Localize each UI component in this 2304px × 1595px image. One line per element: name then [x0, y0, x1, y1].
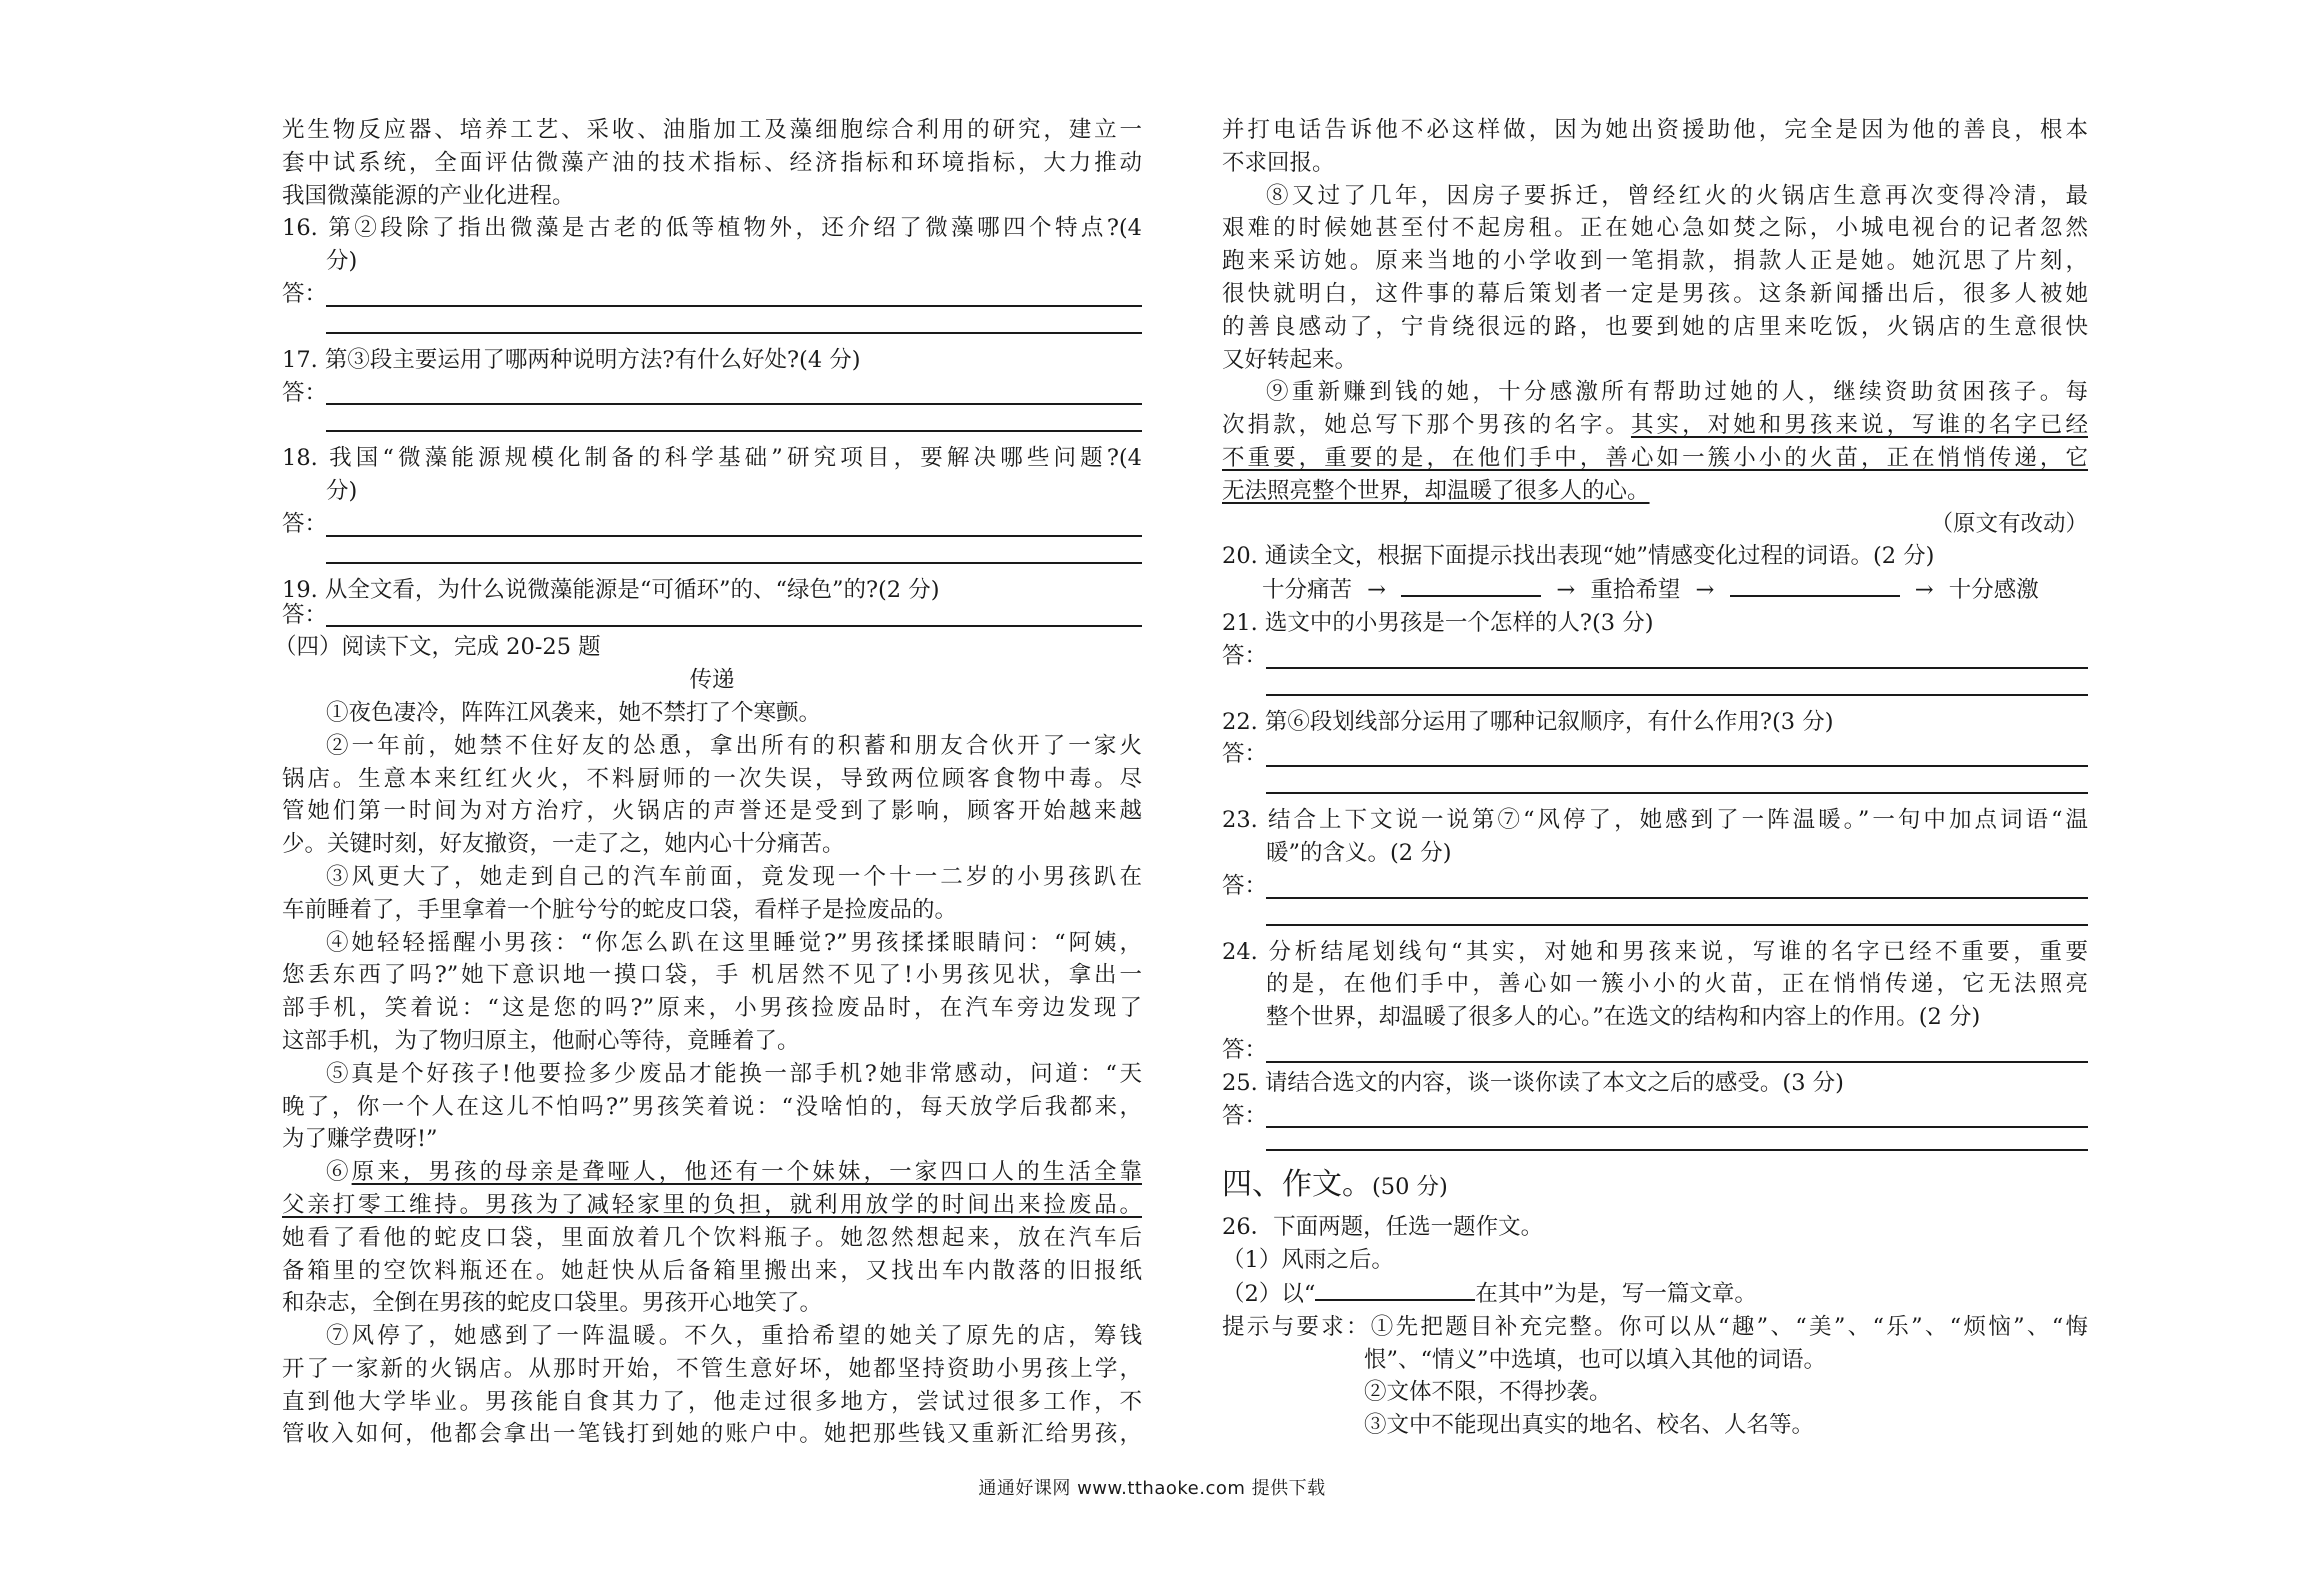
underlined-sentence: 父亲打零工维持。男孩为了减轻家里的负担，就利用放学的时间出来捡废品。 — [282, 1191, 1142, 1218]
paragraph-2: ②一年前，她禁不住好友的怂恿，拿出所有的积蓄和朋友合伙开了一家火 — [326, 732, 1142, 759]
question-16-cont: 分) — [326, 248, 358, 275]
answer-line[interactable] — [1266, 873, 2088, 899]
answer-label: 答： — [1222, 741, 1268, 768]
paragraph-5: 晚了，你一个人在这儿不怕吗?”男孩笑着说：“没啥怕的，每天放学后我都来， — [282, 1093, 1142, 1120]
paragraph-2: 少。关键时刻，好友撤资，一走了之，她内心十分痛苦。 — [282, 831, 845, 858]
paragraph-7: 管收入如何，他都会拿出一笔钱打到她的账户中。她把那些钱又重新汇给男孩， — [282, 1421, 1142, 1448]
paragraph-4: 这部手机，为了物归原主，他耐心等待，竟睡着了。 — [282, 1027, 800, 1054]
paragraph-8: 很快就明白，这件事的幕后策划者一定是男孩。这条新闻播出后，很多人被她 — [1222, 280, 2088, 307]
paragraph-8: 的善良感动了，宁肯绕很远的路，也要到她的店里来吃饭，火锅店的生意很快 — [1222, 313, 2088, 340]
question-25: 25. 请结合选文的内容，谈一谈你读了本文之后的感受。(3 分) — [1222, 1069, 1844, 1096]
question-16: 16. 第②段除了指出微藻是古老的低等植物外，还介绍了微藻哪四个特点?(4 — [282, 215, 1142, 242]
question-24-cont: 整个世界，却温暖了很多人的心。”在选文的结构和内容上的作用。(2 分) — [1266, 1004, 1981, 1031]
section-score: (50 分) — [1372, 1174, 1448, 1201]
answer-22[interactable] — [1222, 738, 2088, 771]
answer-line[interactable] — [1266, 643, 2088, 669]
paragraph-3: 车前睡着了，手里拿着一个脏兮兮的蛇皮口袋，看样子是捡废品的。 — [282, 896, 958, 923]
arrow-icon: → — [1556, 577, 1576, 604]
option-2 — [1222, 1277, 2088, 1311]
answer-line[interactable] — [326, 331, 1142, 334]
answer-label: 答： — [1222, 1102, 1268, 1129]
underlined-sentence: 不重要，重要的是，在他们手中，善心如一簇小小的火苗，正在悄悄传递，它 — [1222, 444, 2088, 471]
paragraph-7: 不求回报。 — [1222, 149, 1335, 176]
underlined-sentence: 无法照亮整个世界，却温暖了很多人的心。 — [1222, 477, 1650, 504]
paragraph-9 — [1222, 409, 2088, 442]
answer-23[interactable] — [1222, 870, 2088, 903]
paragraph-2: 锅店。生意本来红红火火，不料厨师的一次失误，导致两位顾客食物中毒。尽 — [282, 765, 1142, 792]
answer-line[interactable] — [1266, 1037, 2088, 1063]
paragraph-6: 和杂志，全倒在男孩的蛇皮口袋里。男孩开心地笑了。 — [282, 1290, 823, 1317]
title-blank[interactable] — [1315, 1277, 1475, 1301]
arrow-icon: → — [1914, 577, 1934, 604]
answer-line[interactable] — [1266, 741, 2088, 767]
answer-18[interactable] — [282, 508, 1142, 541]
paragraph-5: ⑤真是个好孩子!他要捡多少废品才能换一部手机?她非常感动，问道：“天 — [326, 1060, 1142, 1087]
emotion-word: 十分痛苦 — [1262, 577, 1353, 604]
paragraph-8: 又好转起来。 — [1222, 346, 1358, 373]
passage-title: 传递 — [689, 667, 735, 694]
question-22: 22. 第⑥段划线部分运用了哪种记叙顺序，有什么作用?(3 分) — [1222, 708, 1834, 735]
emotion-word: 重拾希望 — [1590, 577, 1681, 604]
answer-label: 答： — [282, 510, 328, 537]
answer-label: 答： — [1222, 872, 1268, 899]
paragraph-7: 并打电话告诉他不必这样做，因为她出资援助他，完全是因为他的善良，根本 — [1222, 117, 2088, 143]
question-20-chain — [1222, 573, 2088, 607]
question-18-cont: 分) — [326, 478, 358, 505]
emotion-blank[interactable] — [1730, 573, 1900, 597]
text-line: 套中试系统，全面评估微藻产油的技术指标、经济指标和环境指标，大力推动 — [282, 149, 1142, 176]
answer-line[interactable] — [1266, 923, 2088, 926]
question-24: 24. 分析结尾划线句“其实，对她和男孩来说，写谁的名字已经不重要，重要 — [1222, 938, 2088, 965]
paragraph-9: ⑨重新赚到钱的她，十分感激所有帮助过她的人，继续资助贫困孩子。每 — [1266, 379, 2088, 406]
text-span: 在其中”为是，写一篇文章。 — [1475, 1280, 1757, 1307]
paragraph-4: 部手机，笑着说：“这是您的吗?”原来，小男孩捡废品时，在汽车旁边发现了 — [282, 995, 1142, 1022]
paragraph-3: ③风更大了，她走到自己的汽车前面，竟发现一个十一二岁的小男孩趴在 — [326, 863, 1142, 890]
answer-label: 答： — [1222, 1036, 1268, 1063]
paragraph-8: 跑来采访她。原来当地的小学收到一笔捐款，捐款人正是她。她沉思了片刻， — [1222, 248, 2088, 275]
underlined-sentence: 其实，对她和男孩来说，写谁的名字已经 — [1630, 412, 2088, 439]
answer-line[interactable] — [1266, 1148, 2088, 1151]
answer-label: 答： — [282, 379, 328, 406]
answer-line[interactable] — [326, 561, 1142, 564]
requirement-line: 恨”、“情义”中选填，也可以填入其他的词语。 — [1364, 1346, 1827, 1373]
emotion-word: 十分感激 — [1948, 577, 2039, 604]
question-23: 23. 结合上下文说一说第⑦“风停了，她感到了一阵温暖。”一句中加点词语“温 — [1222, 807, 2088, 834]
answer-line[interactable] — [326, 429, 1142, 432]
text-span: 次捐款，她总写下那个男孩的名字。 — [1222, 412, 1631, 439]
requirement-line: ③文中不能现出真实的地名、校名、人名等。 — [1364, 1412, 1815, 1439]
answer-label: 答： — [282, 280, 328, 307]
question-23-cont: 暖”的含义。(2 分) — [1266, 839, 1452, 866]
text-line: 我国微藻能源的产业化进程。 — [282, 182, 575, 209]
question-19: 19. 从全文看，为什么说微藻能源是“可循环”的、“绿色”的?(2 分) — [282, 576, 940, 603]
answer-line[interactable] — [326, 281, 1142, 307]
answer-21[interactable] — [1222, 640, 2088, 673]
composition-heading — [1222, 1161, 2088, 1211]
question-21: 21. 选文中的小男孩是一个怎样的人?(3 分) — [1222, 609, 1654, 636]
answer-line[interactable] — [1266, 791, 2088, 794]
answer-line[interactable] — [326, 601, 1142, 627]
answer-16[interactable] — [282, 278, 1142, 311]
option-1: （1）风雨之后。 — [1222, 1247, 1394, 1274]
answer-label: 答： — [282, 601, 328, 628]
paragraph-7: ⑦风停了，她感到了一阵温暖。不久，重拾希望的她关了原先的店，筹钱 — [326, 1323, 1142, 1350]
paragraph-6: 她看了看他的蛇皮口袋，里面放着几个饮料瓶子。她忽然想起来，放在汽车后 — [282, 1224, 1142, 1251]
paragraph-7: 直到他大学毕业。男孩能自食其力了，他走过很多地方，尝试过很多工作，不 — [282, 1388, 1142, 1415]
section-4-heading: （四）阅读下文，完成 20-25 题 — [274, 634, 601, 661]
left-column — [274, 114, 1142, 1451]
paragraph-5: 为了赚学费呀!” — [282, 1126, 438, 1153]
paragraph-8: ⑧又过了几年，因房子要拆迁，曾经红火的火锅店生意再次变得冷清，最 — [1266, 182, 2088, 209]
answer-24[interactable] — [1222, 1034, 2088, 1067]
arrow-icon: → — [1367, 577, 1387, 604]
paragraph-6: 备箱里的空饮料瓶还在。她赶快从后备箱里搬出来，又找出车内散落的旧报纸 — [282, 1257, 1142, 1284]
answer-19[interactable] — [282, 599, 1142, 632]
paragraph-4: 您丢东西了吗?”她下意识地一摸口袋，手 机居然不见了!小男孩见状，拿出一 — [282, 962, 1142, 989]
paragraph-2: 管她们第一时间为对方治疗，火锅店的声誉还是受到了影响，顾客开始越来越 — [282, 798, 1142, 825]
requirement-line: 提示与要求：①先把题目补充完整。你可以从“趣”、“美”、“乐”、“烦恼”、“悔 — [1222, 1313, 2088, 1340]
answer-line[interactable] — [1266, 1102, 2088, 1128]
paragraph-7: 开了一家新的火锅店。从那时开始，不管生意好坏，她都坚持资助小男孩上学， — [282, 1355, 1142, 1382]
paragraph-number: ⑥ — [326, 1159, 352, 1186]
section-title: 四、作文。 — [1222, 1167, 1372, 1203]
question-26: 26．下面两题，任选一题作文。 — [1222, 1214, 1544, 1241]
source-note: （原文有改动） — [1930, 510, 2088, 537]
answer-label: 答： — [1222, 642, 1268, 669]
question-18: 18. 我国“微藻能源规模化制备的科学基础”研究项目，要解决哪些问题?(4 — [282, 445, 1142, 472]
emotion-blank[interactable] — [1401, 573, 1541, 597]
paragraph-8: 艰难的时候她甚至付不起房租。正在她心急如焚之际，小城电视台的记者忽然 — [1222, 215, 2088, 242]
paragraph-6 — [282, 1156, 1142, 1189]
page-footer: 通通好课网 www.tthaoke.com 提供下载 — [978, 1478, 1326, 1499]
answer-line[interactable] — [326, 511, 1142, 537]
text-span: （2）以“ — [1222, 1280, 1316, 1307]
answer-25[interactable] — [1222, 1100, 2088, 1133]
right-column — [1222, 114, 2088, 1442]
paragraph-1: ①夜色凄冷，阵阵江风袭来，她不禁打了个寒颤。 — [326, 699, 822, 726]
arrow-icon: → — [1695, 577, 1715, 604]
question-20: 20. 通读全文，根据下面提示找出表现“她”情感变化过程的词语。(2 分) — [1222, 543, 1935, 570]
underlined-sentence: 原来，男孩的母亲是聋哑人，他还有一个妹妹，一家四口人的生活全靠 — [351, 1159, 1142, 1186]
answer-line[interactable] — [326, 379, 1142, 405]
text-line: 光生物反应器、培养工艺、采收、油脂加工及藻细胞综合利用的研究，建立一 — [282, 117, 1142, 143]
answer-17[interactable] — [282, 377, 1142, 410]
paragraph-4: ④她轻轻摇醒小男孩：“你怎么趴在这里睡觉?”男孩揉揉眼睛问：“阿姨， — [326, 929, 1142, 956]
question-17: 17. 第③段主要运用了哪两种说明方法?有什么好处?(4 分) — [282, 346, 861, 373]
answer-line[interactable] — [1266, 693, 2088, 696]
requirement-line: ②文体不限，不得抄袭。 — [1364, 1379, 1612, 1406]
question-24-cont: 的是，在他们手中，善心如一簇小小的火苗，正在悄悄传递，它无法照亮 — [1266, 971, 2088, 998]
